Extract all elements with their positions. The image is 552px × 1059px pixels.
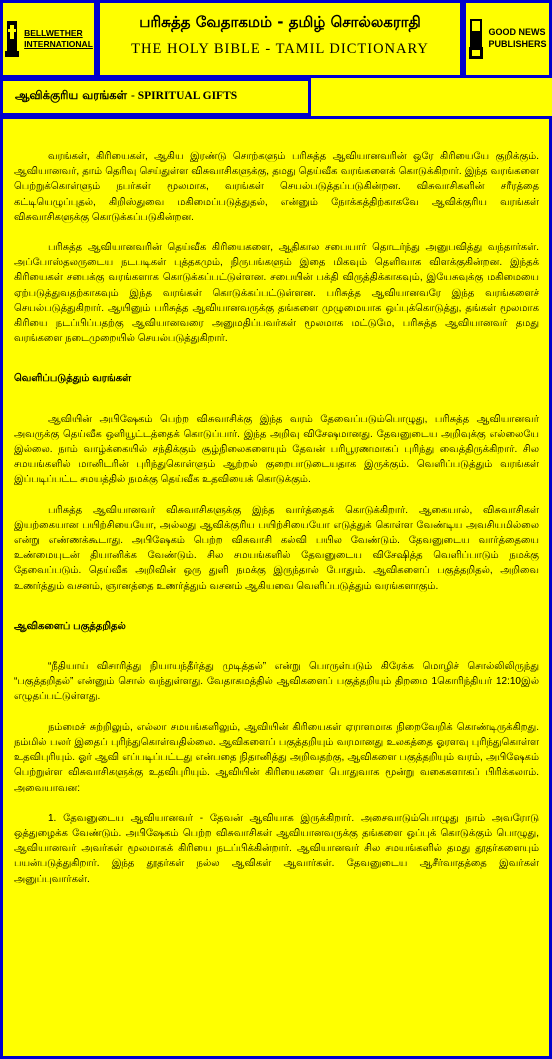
good-news-logo-box xyxy=(463,0,552,78)
title-tamil: பரிசுத்த வேதாகமம் - தமிழ் சொல்லகராதி xyxy=(139,13,421,31)
section-heading-box xyxy=(0,78,311,116)
heading-revelation-gifts: வெளிப்படுத்தும் வரங்கள் xyxy=(14,373,132,385)
intro-paragraph-2: பரிசுத்த ஆவியானவரின் தெய்வீக கிரியைகளை, ஆதிகால சபையார் தொடர்ந்து அனுபவித்து வந்தார்கள். அப்போஸ்தலருடைய நடபடிகள் புத்தகமும், நிருபங்களும் இதை மிகவும் தெளிவாக விளக்குகின்றன. இந்தக் கிரியைகள் சபைக்கு வரங்களாக கொடுக்கப்பட்டுள்ளன. சபையின் பக்தி விருத்திக்காகவும், இயேசுவுக்கு மகிமையை ஏற்படுத்துவதற்காகவும் இந்த வரங்கள் கொடுக்கப்பட்டுள்ளன. பரிசுத்த ஆவியானவரே இந்த வரங்களைச் செயல்படுத்துகிறார். ஆயினும் பரிசுத்த ஆவியானவருக்கு தங்களை முழுமையாக ஒப்புக்கொடுத்து, தங்கள் மூலமாக கிரியை நடப்பிப்பதற்கு ஆவியானவரை அனுமதிப்பவர்கள் மூலமாக மட்டுமே, பரிசுத்த ஆவியானவர் தமது வரங்களை நடைமுறையில் செயல்படுத்துகிறார். xyxy=(14,242,539,345)
section1-paragraph-1: ஆவியின் அபிஷேகம் பெற்ற விசுவாசிக்கு இந்த வரம் தேவைப்படும்பொழுது, பரிசுத்த ஆவியானவர் அவருக்கு தெய்வீக ஒளியூட்டத்தைக் கொடுப்பார். இந்த அறிவு விசேஷமானது. தேவனுடைய அறிவுக்கு எல்லையே இல்லை. நாம் வாழ்க்கையில் சந்திக்கும் சூழ்நிலைகளையும் தேவன் பரிபூரணமாகப் புரிந்து வைத்திருக்கிறார். சில சமயங்களில் மானிடரின் புரிந்துகொள்ளும் ஆற்றல் குறைபாடுடையதாக இருக்கும். வெளிப்படுத்தும் வரங்கள் இப்படிப்பட்ட சமயத்தில் நமக்கு தெய்வீக உதவியைக் கொடுக்கும். xyxy=(14,413,539,486)
intro-paragraph-1: வரங்கள், கிரியைகள், ஆகிய இரண்டு சொற்களும் பரிசுத்த ஆவியானவரின் ஒரே கிரியையே குறிக்கும். ஆவியானவர், தாம் தெரிவு செய்துள்ள விசுவாசிகளுக்கு, தமது தெய்வீக வரங்களைக் கொடுக்கிறார். இந்த வரங்களை பெற்றுக்கொள்ளும் நபர்கள் மூலமாக, வரங்கள் செயல்படுத்தப்படுகின்றன. விசுவாசிகளின் சரீரத்தை கட்டியெழுப்புதல், கிறிஸ்துவை மகிமைப்படுத்துதல், என்னும் நோக்கத்திற்காகவே ஆவிக்குரிய வரங்கள் விசுவாசிகளுக்கு கொடுக்கப்படுகின்றன. xyxy=(14,151,539,223)
section2-paragraph-2: நம்மைச் சுற்றிலும், எல்லா சமயங்களிலும், ஆவியின் கிரியைகள் ஏராளமாக நிறைவேறிக் கொண்டிருக்கிறது. நம்மில் பலர் இதைப் புரிந்துகொள்வதில்லை. ஆவிகளைப் பகுத்தறியும் வரமானது உலகத்தை ஓரளவு புரிந்துகொள்ள உதவிபுரியும். ஓர் ஆவி எப்படிப்பட்டது என்பதை நிதானித்து அறிவதற்கு, ஆவிகளை பகுத்தறியும் வரம், அபிஷேகம் பெற்றுள்ள விசுவாசிகளுக்கு உதவிபுரியும். ஆவியின் கிரியைகளை பொதுவாக மூன்று வகைகளாகப் பிரிக்கலாம். அவையாவன: xyxy=(14,721,539,794)
bellwether-logo-line-1: BELLWETHER xyxy=(24,28,83,39)
section1-paragraph-2: பரிசுத்த ஆவியானவர் விசுவாசிகளுக்கு இந்த வார்த்தைக் கொடுக்கிறார். ஆகையால், விசுவாசிகள் இயற்கையான பயிற்சியையோ, அல்லது ஆவிக்குரிய பயிற்சியையோ எடுத்துக் கொள்ள வேண்டிய அவசியமில்லை என்று எண்ணக்கூடாது. அபிஷேகம் பெற்ற விசுவாசி கல்வி பயில வேண்டும். தேவனுடைய வார்த்தையை உண்மையுடன் தியானிக்க வேண்டும். சில சமயங்களில் தேவனுடைய விசேஷித்த வெளிப்பாடும் நமக்கு தேவைப்படும். தெய்வீக அறிவின் ஒரு துளி நமக்கு இருந்தால் போதும். ஆவிகளைப் பகுத்தறிதல், அறிவை உணர்த்தும் வசனம், ஞானத்தை உணர்த்தும் வசனம் ஆகியவை வெளிப்படுத்தும் வரங்களாகும். xyxy=(14,504,539,592)
bellwether-logo-box xyxy=(0,0,97,78)
article-content xyxy=(0,116,552,1059)
section2-paragraph-3: 1. தேவனுடைய ஆவியானவர் - தேவன் ஆவியாக இருக்கிறார். அசைவாடும்பொழுது நாம் அவரோடு ஒத்துழைக்க வேண்டும். அபிஷேகம் பெற்ற விசுவாசிகள் ஆவியானவருக்கு தங்களை ஒப்புக் கொடுக்கும் பொழுது, ஆவியானவர் அவர்கள் மூலமாகக் கிரியை நடப்பிக்கின்றார். ஆவியானவர் சில சமயங்களில் தமது தூதர்களையும் பயன்படுத்துகிறார். இந்த தூதர்கள் நல்ல ஆவிகள் ஆவார்கள். தேவனுடைய ஆசீர்வாதத்தை இவர்கள் அனுப்புவார்கள். xyxy=(14,812,539,885)
dictionary-title-box xyxy=(97,0,463,78)
good-news-logo-icon xyxy=(468,17,484,61)
good-news-logo-text xyxy=(488,27,546,50)
section2-paragraph-1: “நீதியாய் விசாரித்து நியாயந்தீர்த்து முடித்தல்” என்று பொருள்படும் கிரேக்க மொழிச் சொல்லிலிருந்து “பகுத்தறிதல்” என்னும் சொல் வந்துள்ளது. வேதாகமத்தில் ஆவிகளைப் பகுத்தறியும் திறமை 1கொரிந்தியர் 12:10இல் எழுதப்பட்டுள்ளது. xyxy=(14,661,539,703)
section-title-tamil: ஆவிக்குரிய வரங்கள் xyxy=(15,88,128,102)
title-english: THE HOLY BIBLE - TAMIL DICTIONARY xyxy=(131,41,429,57)
good-news-line-2: PUBLISHERS xyxy=(488,39,547,49)
bellwether-logo-line-2: INTERNATIONAL xyxy=(24,39,93,49)
good-news-line-1: GOOD NEWS xyxy=(488,27,546,38)
section-title xyxy=(3,81,308,104)
bible-icon xyxy=(4,19,20,59)
section-title-english: - SPIRITUAL GIFTS xyxy=(131,90,238,102)
heading-discerning-spirits: ஆவிகளைப் பகுத்தறிதல் xyxy=(14,620,126,632)
bellwether-logo-text xyxy=(24,28,93,49)
article-body xyxy=(3,119,549,887)
